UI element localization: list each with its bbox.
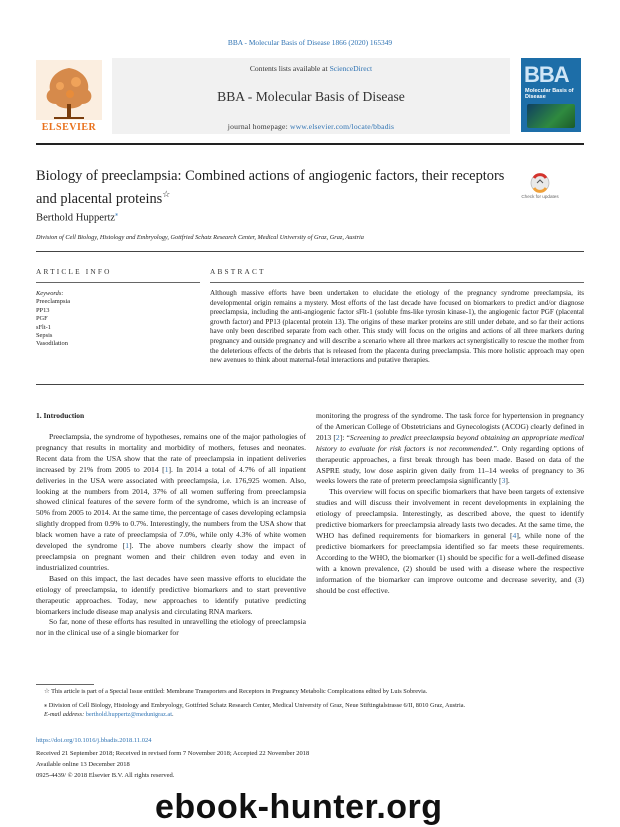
body-paragraph: Based on this impact, the last decades have seen massive efforts to elucidate the etiology of preeclampsia, to identify predictive biomarkers and to start preventive therapeutic approaches. Today, new approaches to identify putative predicting biomarkers include disease map analysis and circulating RNA markers. bbox=[36, 573, 306, 616]
keyword-item: Sepsis bbox=[36, 332, 53, 340]
doi-link[interactable]: https://doi.org/10.1016/j.bbadis.2018.11.024 bbox=[36, 737, 152, 744]
cover-title: BBA bbox=[524, 62, 569, 87]
section-rule bbox=[36, 251, 584, 252]
body-paragraph: So far, none of these efforts has resulted in unravelling the etiology of preeclampsia nor in the clinical use of a single biomarker for bbox=[36, 617, 306, 638]
keyword-item: PP13 bbox=[36, 306, 50, 314]
citation-link[interactable]: 3 bbox=[501, 476, 506, 486]
body-paragraph: Preeclampsia, the syndrome of hypotheses, remains one of the major pathologies of pregnancy that results in mortality and morbidity of mothers, fetuses and neonates. Recent data from the USA show that the rate of preeclampsia in inpatient deliveries increased by 21% from 2005 to 2014 [1]. In 2014 a total of 4.7% of all inpatient deliveries in the USA were associated with preeclampsia, i.e. 176,925 women. Also, looking at the numbers from 2014, 37% of all women suffering from preeclampsia showed clinical features of the severe form of the syndrome, which is an increase of 50% from 2005 to 2014. At the same time, the percentage of cases developing eclampsia slightly dropped from 0.9% to 0.7%. Interestingly, the numbers from the USA show that black women have a rate of preeclampsia of 7.0%, while only 4.3% of white women developed the syndrome [1]. The above numbers clearly show the impact of preeclampsia on pregnant women and their children even today and even in industrialized countries. bbox=[36, 432, 306, 572]
body-paragraph: monitoring the progress of the syndrome. The task force for hypertension in pregnancy of the American College of Obstetricians and Gynecologists (ACOG) clearly defined in 2013 [2]: “Screening to predict preeclampsia beyond obtaining an appropriate medical history to evaluate for risk factors is not recommended.”. Only regarding options of therapeutic approaches, a first break through has been made. Based on data of the ASPRE study, low dose aspirin given daily from 11–14 weeks of pregnancy to 36 weeks lowers the rate of preterm preeclampsia significantly [3]. bbox=[316, 411, 584, 486]
cover-image bbox=[527, 104, 575, 128]
contents-line bbox=[112, 64, 510, 73]
footnote-correspondence: ⁎ Division of Cell Biology, Histology and Embryology, Gottfried Schatz Research Center, Medical University of Graz, Neue Stiftingtalstrasse 6/II, 8010 Graz, Austria. bbox=[44, 702, 466, 709]
footnote-special-issue: ☆ This article is part of a Special Issue entitled: Membrane Transporters and Receptors in Pregnancy Metabolic Complications edited by Luis Sobrevia. bbox=[44, 688, 428, 695]
article-info-rule bbox=[36, 282, 200, 283]
elsevier-logo-text: ELSEVIER bbox=[41, 122, 97, 133]
keyword-item: Vasodilation bbox=[36, 340, 68, 348]
cover-subtitle: Molecular Basis of Disease bbox=[525, 88, 574, 100]
citation-link[interactable]: 2 bbox=[335, 432, 340, 442]
keywords-label: Keywords: bbox=[36, 290, 64, 297]
check-for-updates-label: Check for updates bbox=[521, 194, 559, 199]
body-rule bbox=[36, 384, 584, 385]
journal-homepage-line bbox=[112, 122, 510, 131]
journal-title: BBA - Molecular Basis of Disease bbox=[217, 89, 405, 104]
article-title bbox=[36, 167, 506, 208]
body-column-left bbox=[36, 432, 306, 639]
citation-link[interactable]: 1 bbox=[125, 541, 130, 551]
author-footnote-mark[interactable]: ⁎ bbox=[115, 212, 119, 218]
homepage-link[interactable]: www.elsevier.com/locate/bbadis bbox=[290, 122, 395, 131]
body-column-right bbox=[316, 411, 584, 596]
citation-link[interactable]: 4 bbox=[512, 530, 517, 540]
check-for-updates-icon[interactable] bbox=[520, 172, 560, 206]
received-dates: Received 21 September 2018; Received in revised form 7 November 2018; Accepted 22 November 2018 bbox=[36, 750, 310, 757]
copyright-line: 0925-4439/ © 2018 Elsevier B.V. All rights reserved. bbox=[36, 772, 175, 779]
journal-cover-thumbnail[interactable] bbox=[521, 58, 581, 132]
citation-link[interactable]: 1 bbox=[164, 464, 169, 474]
quoted-recommendation: Screening to predict preeclampsia beyond obtaining an appropriate medical history to evaluate for risk factors is not recommended. bbox=[316, 432, 584, 453]
keyword-item: Preeclampsia bbox=[36, 298, 71, 306]
homepage-prefix: journal homepage: bbox=[227, 122, 291, 131]
author-name bbox=[36, 211, 118, 224]
keywords-list bbox=[36, 290, 196, 349]
body-paragraph: This overview will focus on specific biomarkers that have been targets of extensive studies and will discuss their involvement in recent developments in explaining the etiology of preeclampsia. Interestingly, as described above, the quest to identify predictive biomarkers for preeclampsia already lasts two decades. At the same time, the WHO has defined requirements for biomarkers in general [4], while none of the predictive biomarkers for preeclampsia identified so far meets these requirements. According to the WHO, the biomarker (1) should be specific for a well-defined disease with a known prevalence, (2) should be used with a disease where the respective information of the biomarker can improve outcome and decrease severity, and (3) should be cost effective. bbox=[316, 487, 584, 595]
keyword-item: sFlt-1 bbox=[36, 323, 51, 331]
journal-reference[interactable]: BBA - Molecular Basis of Disease 1866 (2020) 165349 bbox=[227, 38, 393, 47]
abstract-rule bbox=[210, 282, 584, 283]
contents-prefix: Contents lists available at bbox=[249, 64, 330, 73]
footnote-mark: ⁎ bbox=[44, 702, 48, 709]
article-info-heading: ARTICLE INFO bbox=[36, 267, 112, 276]
online-date: Available online 13 December 2018 bbox=[36, 761, 130, 768]
article-title-text: Biology of preeclampsia: Combined actions of angiogenic factors, their receptors and placental proteins bbox=[36, 168, 505, 207]
title-footnote-mark[interactable]: ☆ bbox=[162, 189, 171, 199]
footnote-mark: ☆ bbox=[44, 688, 50, 695]
header-rule bbox=[36, 143, 584, 145]
email-label: E-mail address: bbox=[44, 711, 86, 718]
abstract-text: Although massive efforts have been undertaken to elucidate the etiology of the pregnancy syndrome preeclampsia, its developmental origin remains a mystery. Most efforts of the last decade have focused on biomarkers to predict and/or diagnose preeclampsia, including the anti-angiogenic factor sFlt-1 (soluble fms-like tyrosin kinase-1), the angiogenic factor PGF (placental growth factor) and PP13 (placental protein 13). The origins of these marker proteins are still under debate, and so far their actions have only been described separate from each other. This study will focus on the origins and actions of all three markers during pregnancy and outside pregnancy and will describe a scenario where all three markers act synergistically to rescue the mother from the deleterious effects of the debris that is released from the placenta during preeclampsia. This more holistic approach may open new avenues to think about maternal-fetal interactions and putative therapies. bbox=[210, 289, 584, 365]
author-name-text: Berthold Huppertz bbox=[36, 212, 116, 224]
footnote-rule bbox=[36, 684, 94, 685]
keyword-item: PGF bbox=[36, 315, 48, 323]
author-affiliation: Division of Cell Biology, Histology and Embryology, Gottfried Schatz Research Center, Medical University of Graz, Graz, Austria bbox=[36, 234, 364, 241]
introduction-heading: 1. Introduction bbox=[36, 411, 85, 420]
abstract-heading: ABSTRACT bbox=[210, 267, 266, 276]
sciencedirect-link[interactable]: ScienceDirect bbox=[329, 64, 373, 73]
watermark-text: ebook-hunter.org bbox=[155, 788, 443, 826]
email-link[interactable]: berthold.huppertz@medunigraz.at bbox=[85, 711, 172, 718]
footnote-email: E-mail address: berthold.huppertz@medunigraz.at. bbox=[44, 711, 174, 718]
